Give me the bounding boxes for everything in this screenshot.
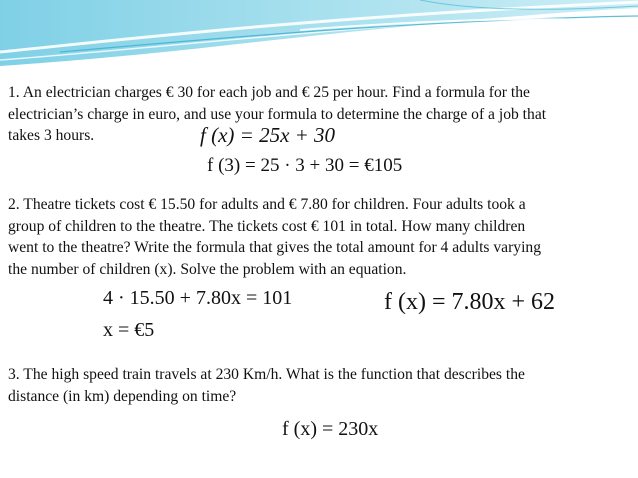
- problem-2-solution: x = €5: [103, 319, 155, 341]
- problem-2-line-2: group of children to the theatre. The tickets cost € 101 in total. How many children: [8, 217, 526, 235]
- problem-2-line-3: went to the theatre? Write the formula that gives the total amount for 4 adults varying: [8, 239, 542, 256]
- problem-2-line-1: 2. Theatre tickets cost € 15.50 for adults and € 7.80 for children. Four adults took a: [8, 196, 526, 213]
- problem-2-line-4: the number of children (x). Solve the problem with an equation.: [8, 260, 407, 278]
- problem-1-line-1: 1. An electrician charges € 30 for each job and € 25 per hour. Find a formula for the: [8, 84, 530, 101]
- problem-1-formula: f (x) = 25x + 30: [200, 123, 336, 147]
- problem-3-formula: f (x) = 230x: [282, 418, 379, 440]
- problem-1-evaluation: f (3) = 25 · 3 + 30 = €105: [207, 155, 403, 176]
- problem-2-text: [8, 194, 632, 280]
- problem-3-line-1: 3. The high speed train travels at 230 Km/h. What is the function that describes the: [8, 366, 525, 383]
- problem-1-line-3: takes 3 hours.: [8, 127, 95, 144]
- header-swoosh-decoration: [0, 0, 638, 72]
- problem-1-line-2: electrician’s charge in euro, and use your formula to determine the charge of a job that: [8, 105, 547, 123]
- problem-2-equation: 4 · 15.50 + 7.80x = 101: [103, 287, 293, 309]
- problem-3-line-2: distance (in km) depending on time?: [8, 387, 237, 405]
- problem-3-text: [8, 364, 632, 407]
- problem-2-formula: f (x) = 7.80x + 62: [384, 289, 556, 315]
